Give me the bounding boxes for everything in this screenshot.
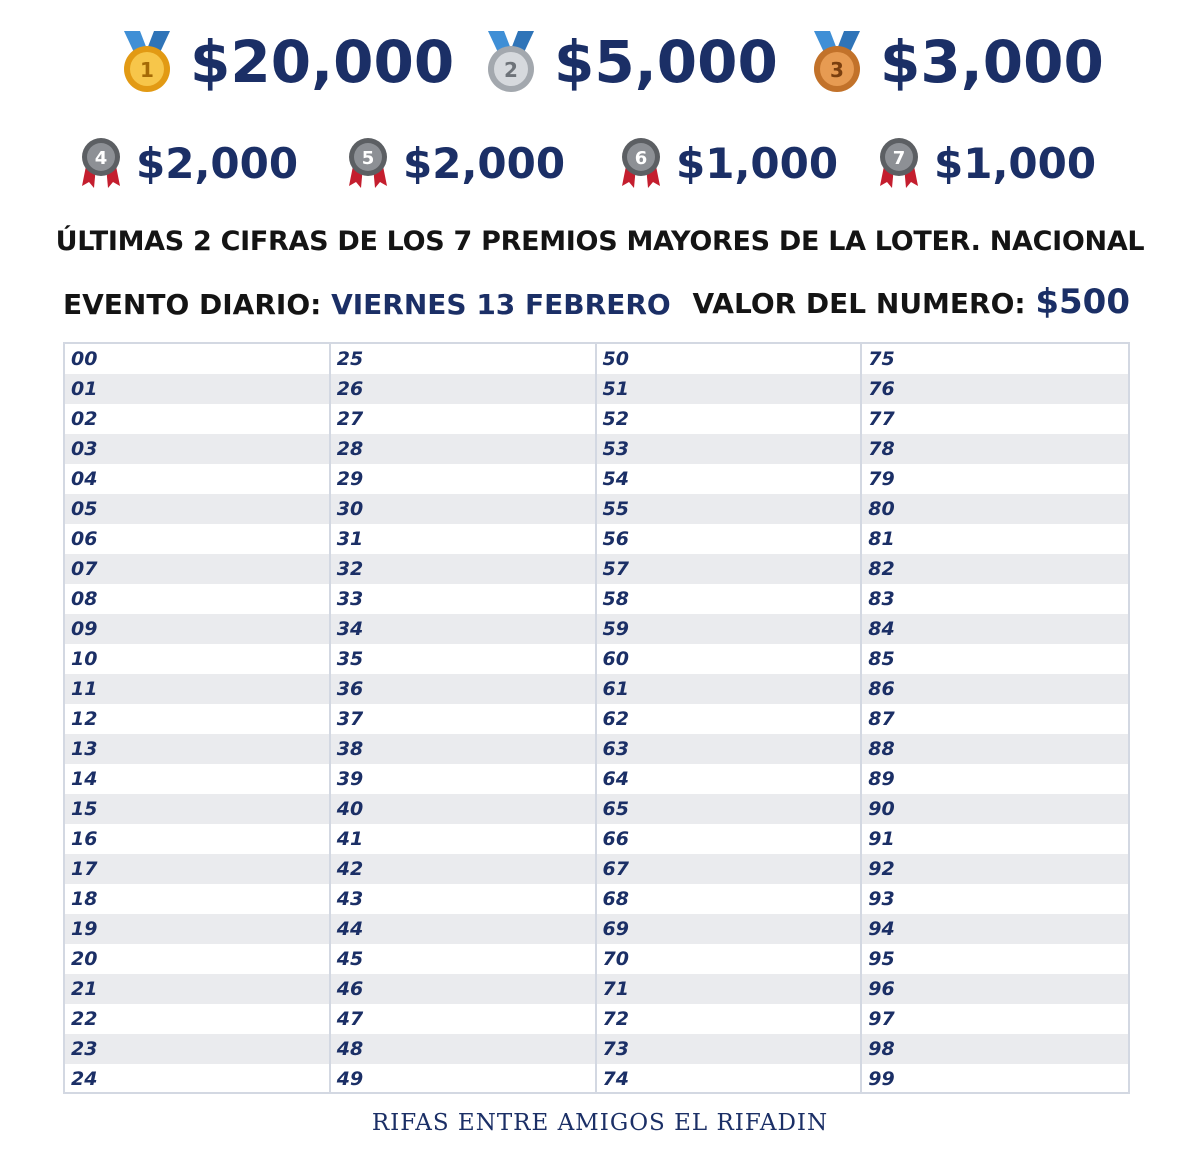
number-cell[interactable]: 92 <box>862 854 1128 884</box>
svg-text:5: 5 <box>361 148 375 169</box>
number-column <box>65 344 331 1094</box>
prize-amount: $5,000 <box>554 28 778 96</box>
price-label: VALOR DEL NUMERO: <box>692 287 1026 320</box>
svg-text:7: 7 <box>892 148 906 169</box>
number-cell[interactable]: 82 <box>862 554 1128 584</box>
number-cell[interactable]: 88 <box>862 734 1128 764</box>
number-cell[interactable]: 99 <box>868 1068 895 1090</box>
number-cell[interactable]: 48 <box>331 1034 595 1064</box>
svg-text:3: 3 <box>830 58 844 82</box>
number-cell[interactable]: 24 <box>71 1068 98 1090</box>
number-cell[interactable]: 66 <box>602 828 629 850</box>
ribbon-medal-icon <box>80 136 122 190</box>
number-cell[interactable]: 19 <box>65 914 329 944</box>
number-cell[interactable]: 60 <box>602 648 629 670</box>
number-cell[interactable]: 87 <box>868 708 895 730</box>
number-cell[interactable]: 31 <box>336 528 364 550</box>
number-cell[interactable]: 54 <box>602 468 629 490</box>
number-cell[interactable]: 68 <box>602 888 629 910</box>
number-cell[interactable]: 41 <box>336 828 364 850</box>
prize-amount: $1,000 <box>934 138 1097 188</box>
ribbon-medal-icon <box>620 136 662 190</box>
prize-amount: $2,000 <box>136 138 299 188</box>
prize-2 <box>482 28 778 96</box>
prize-amount: $2,000 <box>403 138 566 188</box>
number-cell[interactable]: 55 <box>597 494 861 524</box>
number-cell[interactable]: 90 <box>862 794 1128 824</box>
price-value: $500 <box>1035 282 1130 322</box>
number-cell[interactable]: 98 <box>862 1034 1128 1064</box>
number-cell[interactable]: 67 <box>597 854 861 884</box>
number-cell[interactable]: 72 <box>602 1008 629 1030</box>
number-cell[interactable]: 16 <box>71 828 98 850</box>
secondary-prizes <box>0 132 1200 194</box>
number-cell[interactable]: 78 <box>862 434 1128 464</box>
number-cell[interactable]: 56 <box>602 528 629 550</box>
number-cell[interactable]: 37 <box>336 708 364 730</box>
number-cell[interactable]: 14 <box>71 768 98 790</box>
number-cell[interactable]: 32 <box>331 554 595 584</box>
number-cell[interactable]: 30 <box>331 494 595 524</box>
number-cell[interactable]: 61 <box>597 674 861 704</box>
number-price <box>693 282 1130 322</box>
number-cell[interactable]: 10 <box>71 648 98 670</box>
number-cell[interactable]: 13 <box>65 734 329 764</box>
number-cell[interactable]: 39 <box>336 768 364 790</box>
number-cell[interactable]: 65 <box>597 794 861 824</box>
number-cell[interactable]: 86 <box>862 674 1128 704</box>
number-cell[interactable]: 02 <box>71 408 98 430</box>
gold-medal-icon <box>118 29 176 95</box>
number-cell[interactable]: 80 <box>862 494 1128 524</box>
number-cell[interactable]: 40 <box>331 794 595 824</box>
number-cell[interactable]: 63 <box>597 734 861 764</box>
number-cell[interactable]: 76 <box>862 374 1128 404</box>
number-cell[interactable]: 38 <box>331 734 595 764</box>
number-cell[interactable]: 73 <box>597 1034 861 1064</box>
number-cell[interactable]: 49 <box>336 1068 364 1090</box>
number-cell[interactable]: 35 <box>336 648 364 670</box>
number-cell[interactable]: 11 <box>65 674 329 704</box>
number-cell[interactable]: 18 <box>71 888 98 910</box>
headline: ÚLTIMAS 2 CIFRAS DE LOS 7 PREMIOS MAYORES DE LA LOTER. NACIONAL <box>55 226 1145 257</box>
prize-5 <box>347 136 565 190</box>
number-cell[interactable]: 08 <box>71 588 98 610</box>
number-cell[interactable]: 59 <box>597 614 861 644</box>
number-cell[interactable]: 74 <box>602 1068 629 1090</box>
number-cell[interactable]: 42 <box>331 854 595 884</box>
number-cell[interactable]: 12 <box>71 708 98 730</box>
number-cell[interactable]: 03 <box>65 434 329 464</box>
number-cell[interactable]: 62 <box>602 708 629 730</box>
prize-6 <box>620 136 838 190</box>
number-cell[interactable]: 50 <box>602 348 629 370</box>
number-cell[interactable]: 85 <box>868 648 895 670</box>
number-cell[interactable]: 47 <box>336 1008 364 1030</box>
number-cell[interactable]: 45 <box>336 948 364 970</box>
number-column <box>862 344 1128 1094</box>
number-cell[interactable]: 95 <box>868 948 895 970</box>
number-cell[interactable]: 29 <box>336 468 364 490</box>
number-cell[interactable]: 26 <box>331 374 595 404</box>
event-date: VIERNES 13 FEBRERO <box>331 288 671 321</box>
number-cell[interactable]: 91 <box>868 828 895 850</box>
number-cell[interactable]: 57 <box>597 554 861 584</box>
silver-medal-icon <box>482 29 540 95</box>
svg-text:6: 6 <box>634 148 648 169</box>
number-cell[interactable]: 44 <box>331 914 595 944</box>
number-grid <box>63 342 1130 1094</box>
number-cell[interactable]: 33 <box>336 588 364 610</box>
bronze-medal-icon <box>808 29 866 95</box>
number-cell[interactable]: 96 <box>862 974 1128 1004</box>
number-cell[interactable]: 27 <box>336 408 364 430</box>
number-cell[interactable]: 01 <box>65 374 329 404</box>
number-cell[interactable]: 89 <box>868 768 895 790</box>
number-cell[interactable]: 71 <box>597 974 861 1004</box>
number-cell[interactable]: 17 <box>65 854 329 884</box>
svg-text:4: 4 <box>94 148 108 169</box>
prize-amount: $3,000 <box>880 28 1104 96</box>
number-cell[interactable]: 93 <box>868 888 895 910</box>
svg-text:2: 2 <box>504 58 518 82</box>
number-cell[interactable]: 07 <box>65 554 329 584</box>
svg-text:1: 1 <box>140 58 154 82</box>
number-cell[interactable]: 64 <box>602 768 629 790</box>
prize-7 <box>878 136 1096 190</box>
number-cell[interactable]: 20 <box>71 948 98 970</box>
number-cell[interactable]: 81 <box>868 528 895 550</box>
number-cell[interactable]: 79 <box>868 468 895 490</box>
number-cell[interactable]: 94 <box>862 914 1128 944</box>
event-info <box>63 288 671 321</box>
number-cell[interactable]: 36 <box>331 674 595 704</box>
prize-amount: $20,000 <box>190 28 455 96</box>
prize-1 <box>118 28 454 96</box>
ribbon-medal-icon <box>347 136 389 190</box>
number-cell[interactable]: 51 <box>597 374 861 404</box>
prize-4 <box>80 136 298 190</box>
number-cell[interactable]: 28 <box>331 434 595 464</box>
number-cell[interactable]: 53 <box>597 434 861 464</box>
top-prizes <box>0 22 1200 102</box>
number-cell[interactable]: 15 <box>65 794 329 824</box>
prize-3 <box>808 28 1104 96</box>
number-cell[interactable]: 23 <box>65 1034 329 1064</box>
number-cell[interactable]: 97 <box>868 1008 895 1030</box>
number-cell[interactable]: 83 <box>868 588 895 610</box>
number-cell[interactable]: 06 <box>71 528 98 550</box>
event-label: EVENTO DIARIO: <box>63 288 322 321</box>
number-cell[interactable]: 34 <box>331 614 595 644</box>
number-cell[interactable]: 09 <box>65 614 329 644</box>
number-column <box>597 344 863 1094</box>
number-cell[interactable]: 69 <box>597 914 861 944</box>
prize-amount: $1,000 <box>676 138 839 188</box>
number-cell[interactable]: 04 <box>71 468 98 490</box>
number-cell[interactable]: 25 <box>336 348 364 370</box>
number-cell[interactable]: 77 <box>868 408 895 430</box>
number-cell[interactable]: 75 <box>868 348 895 370</box>
ribbon-medal-icon <box>878 136 920 190</box>
number-cell[interactable]: 46 <box>331 974 595 1004</box>
number-cell[interactable]: 43 <box>336 888 364 910</box>
number-cell[interactable]: 52 <box>602 408 629 430</box>
number-cell[interactable]: 70 <box>602 948 629 970</box>
footer-brand: RIFAS ENTRE AMIGOS EL RIFADIN <box>371 1110 829 1136</box>
number-cell[interactable]: 21 <box>65 974 329 1004</box>
number-cell[interactable]: 58 <box>602 588 629 610</box>
number-cell[interactable]: 22 <box>71 1008 98 1030</box>
number-cell[interactable]: 00 <box>71 348 98 370</box>
number-cell[interactable]: 05 <box>65 494 329 524</box>
number-cell[interactable]: 84 <box>862 614 1128 644</box>
number-column <box>331 344 597 1094</box>
